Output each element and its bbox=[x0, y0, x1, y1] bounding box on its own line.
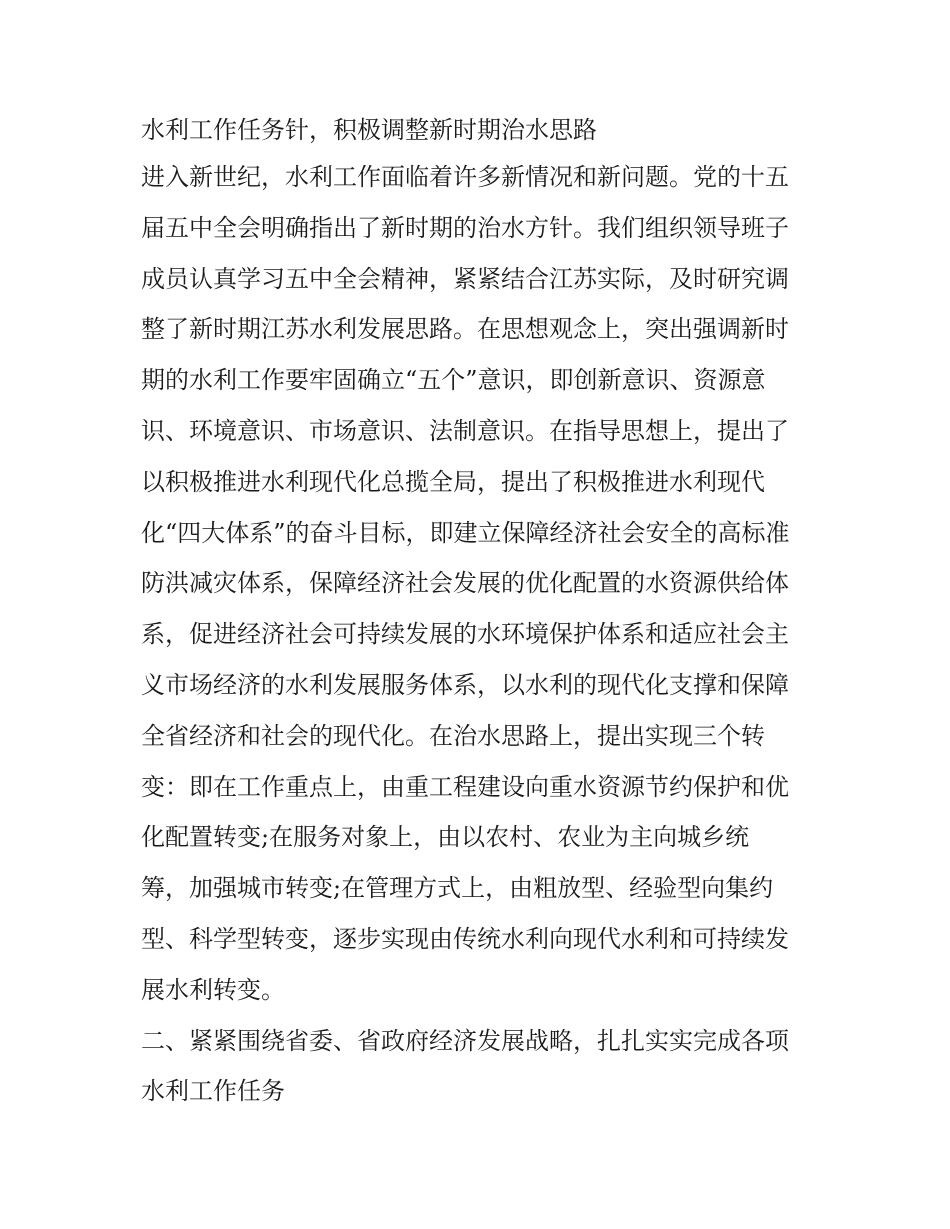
section-heading-line: 二、紧紧围绕省委、省政府经济发展战略，扎扎实实完成各项 bbox=[141, 1026, 789, 1055]
text-line: 型、科学型转变，逐步实现由传统水利向现代水利和可持续发 bbox=[141, 924, 789, 953]
text-line: 进入新世纪，水利工作面临着许多新情况和新问题。党的十五 bbox=[141, 163, 789, 191]
text-line: 展水利转变。 bbox=[141, 975, 285, 1004]
text-line: 化“四大体系”的奋斗目标，即建立保障经济社会安全的高标准 bbox=[141, 518, 790, 547]
text-line: 届五中全会明确指出了新时期的治水方针。我们组织领导班子 bbox=[141, 213, 789, 242]
text-line: 筹，加强城市转变;在管理方式上，由粗放型、经验型向集约 bbox=[141, 874, 774, 903]
text-line: 系，促进经济社会可持续发展的水环境保护体系和适应社会主 bbox=[141, 620, 789, 649]
text-line: 以积极推进水利现代化总揽全局，提出了积极推进水利现代 bbox=[141, 467, 765, 496]
document-body bbox=[141, 108, 821, 1117]
text-line: 防洪减灾体系，保障经济社会发展的优化配置的水资源供给体 bbox=[141, 569, 789, 598]
text-line: 成员认真学习五中全会精神，紧紧结合江苏实际，及时研究调 bbox=[141, 264, 789, 293]
text-line: 期的水利工作要牢固确立“五个”意识，即创新意识、资源意 bbox=[141, 366, 766, 395]
text-line: 整了新时期江苏水利发展思路。在思想观念上，突出强调新时 bbox=[141, 315, 789, 344]
section-heading-line: 水利工作任务 bbox=[141, 1077, 285, 1106]
text-line: 识、环境意识、市场意识、法制意识。在指导思想上，提出了 bbox=[141, 416, 789, 445]
text-line: 义市场经济的水利发展服务体系，以水利的现代化支撑和保障 bbox=[141, 670, 789, 699]
text-line: 全省经济和社会的现代化。在治水思路上，提出实现三个转 bbox=[141, 721, 765, 750]
text-line: 变：即在工作重点上，由重工程建设向重水资源节约保护和优 bbox=[141, 772, 789, 801]
text-line: 化配置转变;在服务对象上，由以农村、农业为主向城乡统 bbox=[141, 823, 750, 852]
text-line: 水利工作任务针，积极调整新时期治水思路 bbox=[141, 116, 597, 144]
